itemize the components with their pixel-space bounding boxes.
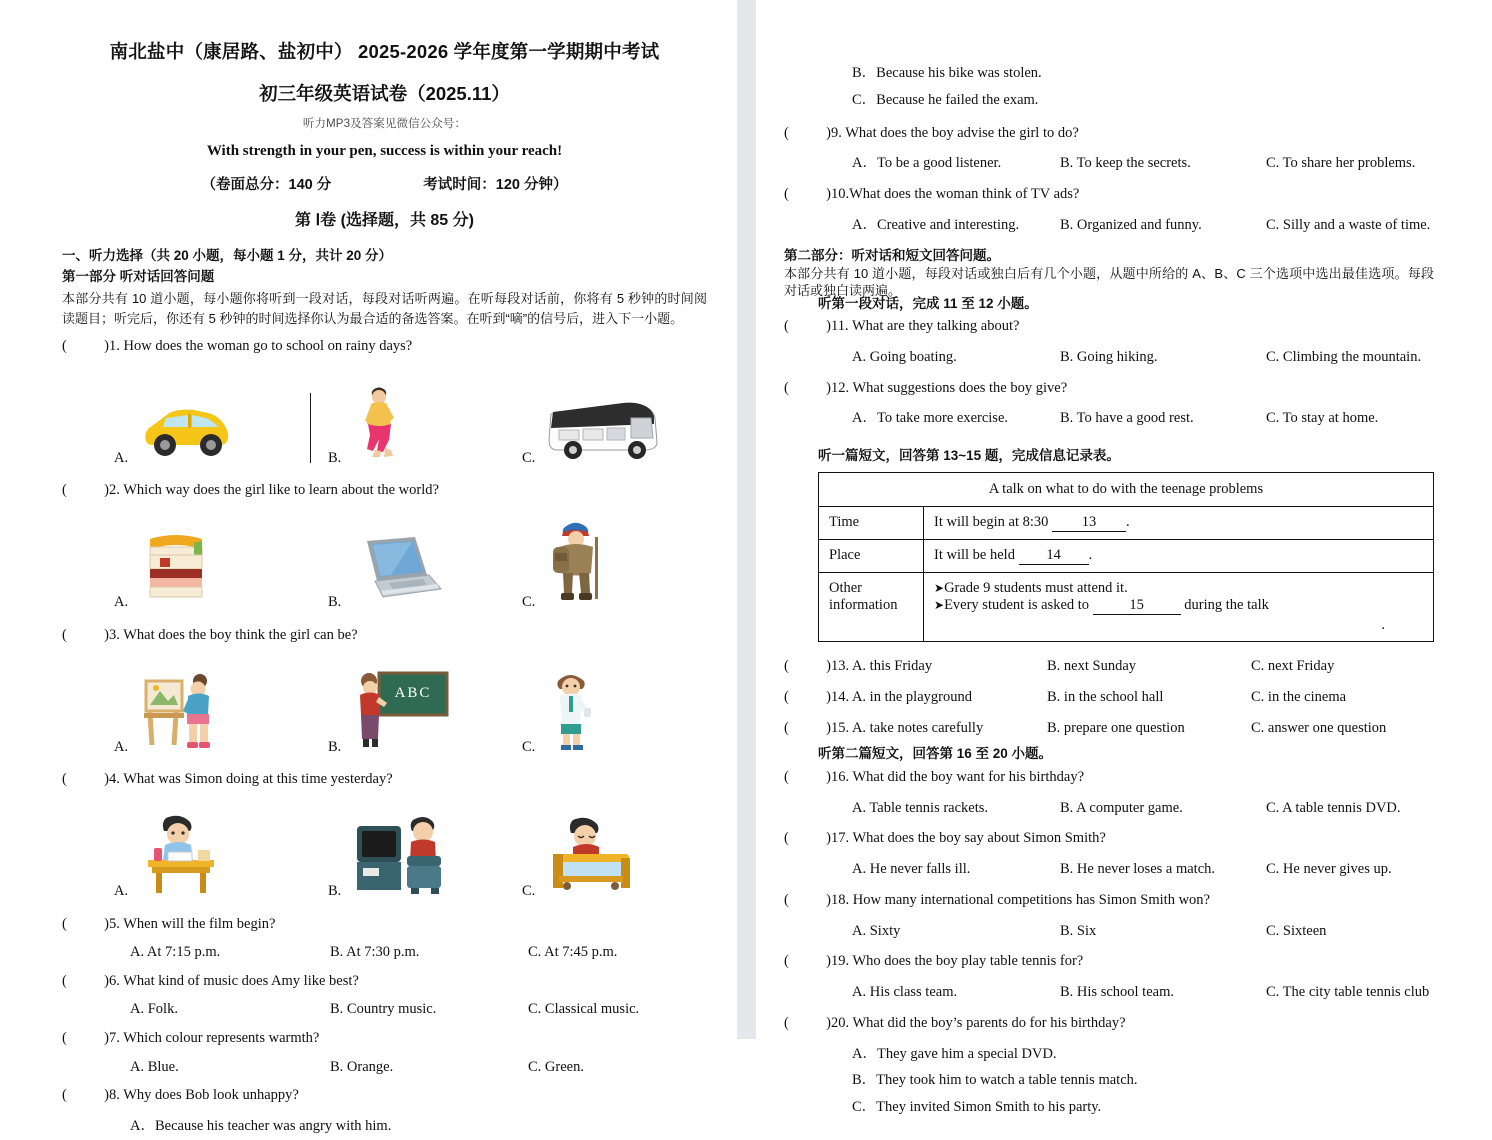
question-number: 19. — [831, 953, 850, 970]
answer-blank-14[interactable]: 14 — [1019, 547, 1089, 565]
question-stem — [784, 316, 1434, 338]
svg-text:ABC: ABC — [394, 685, 432, 702]
question-stem — [62, 970, 707, 992]
section-listening-heading: 一、听力选择（共 20 小题，每小题 1 分，共计 20 分） — [62, 247, 393, 263]
boy-studying-desk-icon — [138, 812, 222, 901]
question-stem — [784, 1013, 1434, 1035]
boy-sleeping-bed-icon — [545, 814, 635, 901]
option-label: B. — [328, 738, 342, 755]
answer-bracket[interactable] — [784, 316, 831, 338]
option-b[interactable]: B. At 7:30 p.m. — [330, 944, 420, 961]
girl-painting-easel-icon — [138, 665, 224, 756]
part1-instructions: 本部分共有 10 道小题，每小题你将听到一段对话，每段对话听两遍。在听每段对话前，你将有 5 秒钟的时间阅读题目；听完后，你还有 5 秒钟的时间选择你认为最合适的备选答案。在听到“嘀”的信号后，进入下一小题。 — [62, 290, 707, 326]
question-text: What did the boy want for his birthday? — [852, 768, 1085, 785]
picture-option-a[interactable] — [114, 527, 216, 612]
option-a[interactable]: A. Table tennis rackets. — [852, 799, 989, 816]
question-stem — [62, 479, 707, 501]
answer-bracket[interactable] — [784, 687, 831, 709]
bullet-prefix: Every student is asked to — [944, 597, 1090, 614]
picture-option-b[interactable] — [328, 531, 447, 612]
question-text: When will the film begin? — [123, 915, 276, 932]
option-a[interactable]: A. Folk. — [130, 1001, 178, 1018]
answer-bracket[interactable] — [784, 890, 831, 912]
option-a[interactable]: A. Going boating. — [852, 348, 957, 365]
row-label-place: Place — [819, 540, 924, 573]
option-c[interactable]: C．Because he failed the exam. — [852, 91, 1039, 108]
option-a[interactable]: A．To be a good listener. — [852, 155, 1002, 172]
picture-option-b[interactable] — [328, 384, 409, 467]
picture-option-c[interactable] — [522, 814, 635, 901]
mp3-note: 听力MP3及答案见微信公众号： — [302, 117, 467, 130]
answer-bracket[interactable] — [784, 656, 831, 678]
question-stem — [784, 718, 1434, 740]
table-title: A talk on what to do with the teenage problems — [819, 473, 1434, 507]
question-text: What did the boy’s parents do for his birthday? — [852, 1014, 1126, 1031]
question-text: What kind of music does Amy like best? — [123, 973, 359, 989]
answer-bracket[interactable] — [784, 828, 831, 850]
option-row — [784, 215, 1434, 237]
option-label: C. — [522, 738, 536, 755]
row-suffix: . — [1088, 547, 1093, 564]
option-b[interactable]: B. Going hiking. — [1060, 348, 1158, 365]
row-value-time — [924, 507, 1434, 540]
answer-bracket[interactable] — [784, 378, 831, 400]
row-label-text: Other information — [829, 580, 898, 614]
lead-passage-1: 听一篇短文，回答第 13~15 题，完成信息记录表。 — [818, 448, 1120, 464]
question-stem — [62, 768, 707, 790]
doctor-nurse-icon — [545, 667, 599, 756]
option-c[interactable]: C. The city table tennis club — [1266, 984, 1430, 1001]
answer-bracket[interactable] — [784, 951, 831, 973]
question-number: 15. — [831, 719, 850, 736]
option-row — [784, 798, 1434, 820]
teacher-blackboard-abc-icon — [351, 667, 451, 756]
answer-bracket[interactable] — [784, 767, 831, 789]
answer-bracket[interactable] — [784, 718, 831, 740]
part2-heading: 第二部分：听对话和短文回答问题。 — [784, 247, 1000, 263]
question-text: What does the boy say about Simon Smith? — [852, 830, 1106, 847]
option-b[interactable]: B. Orange. — [330, 1058, 394, 1075]
walking-person-icon — [351, 384, 409, 467]
answer-bracket[interactable] — [62, 479, 109, 501]
arrow-bullet-icon: ➤ — [934, 598, 945, 613]
part1-heading: 第一部分 听对话回答问题 — [62, 269, 215, 285]
option-a[interactable]: A. He never falls ill. — [852, 861, 971, 878]
option-b[interactable]: B. To have a good rest. — [1060, 410, 1194, 427]
option-label: C. — [522, 594, 536, 611]
question-number: 1. — [109, 337, 120, 354]
table-row-title — [819, 473, 1434, 507]
question-number: 3. — [109, 626, 120, 643]
answer-bracket[interactable] — [62, 913, 109, 935]
option-label: A. — [114, 449, 129, 466]
question-stem — [62, 624, 707, 646]
question-stem — [784, 184, 1434, 206]
option-row — [784, 153, 1434, 175]
option-a[interactable]: A. At 7:15 p.m. — [130, 944, 221, 961]
option-a[interactable]: 14. A. in the playground — [831, 688, 972, 705]
answer-bracket[interactable] — [784, 1013, 831, 1035]
picture-option-row — [62, 506, 707, 618]
page-left — [0, 0, 737, 1134]
option-row — [784, 982, 1434, 1004]
information-table — [818, 472, 1434, 642]
option-c[interactable]: C. answer one question — [1251, 719, 1387, 736]
picture-option-row — [62, 650, 707, 762]
question-stem — [784, 378, 1434, 400]
option-label: C. — [522, 883, 536, 900]
option-c[interactable]: C. Silly and a waste of time. — [1266, 216, 1431, 233]
question-stem — [784, 767, 1434, 789]
answer-bracket[interactable] — [62, 768, 109, 790]
row-label-other — [819, 573, 924, 642]
question-stem — [62, 1027, 707, 1049]
row-value-other — [924, 573, 1434, 642]
answer-bracket[interactable] — [784, 123, 831, 145]
table-row — [819, 540, 1434, 573]
laptop-computer-icon — [351, 531, 447, 612]
option-c[interactable]: C. Climbing the mountain. — [1266, 348, 1422, 365]
option-label: A. — [114, 883, 129, 900]
picture-option-b[interactable] — [328, 808, 453, 901]
option-c[interactable]: C. Sixteen — [1266, 922, 1327, 939]
page-gutter — [737, 0, 756, 1039]
option-a[interactable]: A．Creative and interesting. — [852, 216, 1020, 233]
question-text: How many international competitions has Simon Smith won? — [852, 891, 1210, 908]
option-label: A. — [114, 594, 129, 611]
question-number: 11. — [831, 318, 849, 335]
stack-of-books-icon — [138, 527, 216, 612]
option-label: B. — [328, 883, 342, 900]
option-a[interactable]: A．Because his teacher was angry with him. — [130, 1117, 392, 1134]
bullet-suffix: during the talk — [1184, 597, 1269, 614]
yellow-car-icon — [138, 400, 234, 467]
answer-blank-13[interactable]: 13 — [1052, 514, 1126, 532]
question-number: 7. — [109, 1030, 120, 1047]
question-number: 16. — [831, 768, 850, 785]
option-a[interactable]: A．They gave him a special DVD. — [852, 1045, 1057, 1062]
picture-option-a[interactable] — [114, 665, 224, 756]
bullet-trailing-dot: . — [1381, 617, 1385, 634]
option-stack — [62, 1113, 707, 1140]
question-text: What does the woman think of TV ads? — [849, 186, 1080, 203]
picture-option-row — [62, 361, 707, 473]
option-c[interactable]: C. next Friday — [1251, 658, 1335, 675]
answer-bracket[interactable] — [784, 184, 831, 206]
question-number: 10. — [831, 186, 850, 203]
row-prefix: It will be held — [934, 547, 1015, 564]
row-label-time: Time — [819, 507, 924, 540]
option-c[interactable]: C. He never gives up. — [1266, 861, 1392, 878]
option-b[interactable]: B. Country music. — [330, 1001, 437, 1018]
question-number: 4. — [109, 771, 120, 788]
option-label: B. — [328, 449, 342, 466]
option-a[interactable]: 13. A. this Friday — [831, 658, 933, 675]
question-number: 8. — [109, 1087, 120, 1104]
picture-option-c[interactable] — [522, 517, 609, 612]
option-b[interactable]: B. prepare one question — [1047, 719, 1185, 736]
question-stem — [62, 1084, 707, 1106]
option-b[interactable]: B. next Sunday — [1047, 658, 1137, 675]
table-row — [819, 573, 1434, 642]
question-number: 13. — [831, 658, 850, 675]
question-stem — [784, 687, 1434, 709]
hiker-backpacker-icon — [545, 517, 609, 612]
question-number: 20. — [831, 1014, 850, 1031]
question-stem — [784, 123, 1434, 145]
answer-bracket[interactable] — [62, 970, 109, 992]
option-c[interactable]: C. To stay at home. — [1266, 410, 1379, 427]
option-c[interactable]: C. A table tennis DVD. — [1266, 799, 1401, 816]
option-b[interactable]: B．Because his bike was stolen. — [852, 65, 1042, 81]
answer-blank-15[interactable]: 15 — [1093, 597, 1181, 615]
answer-bracket[interactable] — [62, 624, 109, 646]
picture-option-row — [62, 795, 707, 907]
bullet-line-1 — [934, 580, 1423, 597]
picture-option-a[interactable] — [114, 812, 222, 901]
question-number: 17. — [831, 830, 850, 847]
question-text: Why does Bob look unhappy? — [123, 1087, 299, 1104]
option-a[interactable]: A．To take more exercise. — [852, 410, 1009, 427]
option-label: A. — [114, 738, 129, 755]
picture-option-a[interactable] — [114, 400, 234, 467]
page-right — [756, 0, 1492, 1116]
question-text: What does the boy advise the girl to do? — [845, 124, 1079, 141]
picture-option-b[interactable] — [328, 667, 451, 756]
row-value-place — [924, 540, 1434, 573]
question-number: 5. — [109, 915, 120, 932]
question-text: What was Simon doing at this time yesterday? — [123, 771, 393, 788]
option-a[interactable]: A. His class team. — [852, 984, 958, 1001]
bullet-line-2 — [934, 597, 1423, 615]
option-row — [62, 1057, 707, 1079]
question-stem — [62, 913, 707, 935]
question-text: Which colour represents warmth? — [123, 1030, 320, 1047]
question-number: 14. — [831, 688, 850, 705]
lead-dialog-1: 听第一段对话，完成 11 至 12 小题。 — [818, 295, 1038, 311]
motto-text: With strength in your pen, success is within your reach! — [206, 142, 563, 159]
option-row — [62, 942, 707, 964]
option-a[interactable]: A. Blue. — [130, 1058, 179, 1075]
option-c[interactable]: C. Green. — [528, 1058, 584, 1075]
score-duration-line — [62, 173, 707, 194]
coach-bus-icon — [545, 398, 661, 467]
vertical-divider-line — [310, 393, 311, 463]
question-number: 2. — [109, 482, 120, 499]
option-b[interactable]: B. Organized and funny. — [1060, 216, 1202, 233]
option-row — [784, 921, 1434, 943]
question-number: 18. — [831, 891, 850, 908]
option-c[interactable]: C. Classical music. — [528, 1001, 640, 1018]
page-title: 南北盐中（康居路、盐初中） 2025-2026 学年度第一学期期中考试 — [109, 41, 660, 62]
question-stem — [784, 828, 1434, 850]
option-a[interactable]: A. Sixty — [852, 922, 901, 939]
row-suffix: . — [1126, 514, 1130, 531]
lead-passage-2: 听第二篇短文，回答第 16 至 20 小题。 — [818, 746, 1053, 762]
option-label: C. — [522, 449, 536, 466]
boy-watching-tv-icon — [351, 808, 453, 901]
question-number: 6. — [109, 973, 120, 989]
option-row — [784, 408, 1434, 430]
question-stem — [784, 890, 1434, 912]
option-b[interactable]: B. in the school hall — [1047, 688, 1164, 705]
answer-bracket[interactable] — [62, 1084, 109, 1106]
question-number: 12. — [831, 379, 850, 396]
option-stack — [784, 60, 1434, 114]
picture-option-c[interactable] — [522, 398, 661, 467]
option-c[interactable]: C．They invited Simon Smith to his party. — [852, 1099, 1102, 1116]
question-stem — [784, 951, 1434, 973]
arrow-bullet-icon: ➤ — [934, 581, 945, 596]
option-a[interactable]: 15. A. take notes carefully — [831, 719, 984, 736]
question-text: How does the woman go to school on rainy days? — [123, 337, 413, 354]
answer-bracket[interactable] — [62, 335, 109, 357]
answer-bracket[interactable] — [62, 1027, 109, 1049]
exam-duration: 考试时间：120 分钟） — [423, 176, 568, 193]
question-stem — [784, 656, 1434, 678]
option-b[interactable]: B. He never loses a match. — [1060, 861, 1216, 878]
bullet-text: Grade 9 students must attend it. — [944, 580, 1128, 597]
table-row — [819, 507, 1434, 540]
question-text: What are they talking about? — [851, 318, 1020, 335]
question-text: What does the boy think the girl can be? — [123, 626, 358, 643]
row-prefix: It will begin at 8:30 — [934, 514, 1049, 531]
option-c[interactable]: C. in the cinema — [1251, 688, 1347, 705]
option-b[interactable]: B. A computer game. — [1060, 799, 1183, 816]
option-row — [784, 347, 1434, 369]
question-stem — [62, 335, 707, 357]
option-b[interactable]: B．They took him to watch a table tennis match. — [852, 1072, 1138, 1089]
page-subtitle: 初三年级英语试卷（2025.11） — [259, 82, 510, 104]
option-row — [784, 859, 1434, 881]
question-number: 9. — [831, 124, 842, 141]
option-c[interactable]: C. To share her problems. — [1266, 155, 1416, 172]
picture-option-c[interactable] — [522, 667, 599, 756]
option-b[interactable]: B. Six — [1060, 922, 1097, 939]
option-row — [62, 999, 707, 1021]
paper-part-label: 第 Ⅰ卷 (选择题，共 85 分) — [295, 211, 474, 229]
total-score: （卷面总分：140 分 — [201, 176, 332, 193]
option-c[interactable]: C. At 7:45 p.m. — [528, 944, 618, 961]
option-stack — [784, 1041, 1434, 1121]
option-b[interactable]: B. His school team. — [1060, 984, 1174, 1001]
option-label: B. — [328, 594, 342, 611]
option-b[interactable]: B. To keep the secrets. — [1060, 155, 1191, 172]
question-text: What suggestions does the boy give? — [852, 379, 1068, 396]
question-text: Who does the boy play table tennis for? — [852, 953, 1084, 970]
question-text: Which way does the girl like to learn about the world? — [123, 482, 439, 499]
part2-instructions: 本部分共有 10 道小题，每段对话或独白后有几个小题，从题中所给的 A、B、C 三个选项中选出最佳选项。每段对话或独白读两遍。 — [784, 266, 1434, 299]
